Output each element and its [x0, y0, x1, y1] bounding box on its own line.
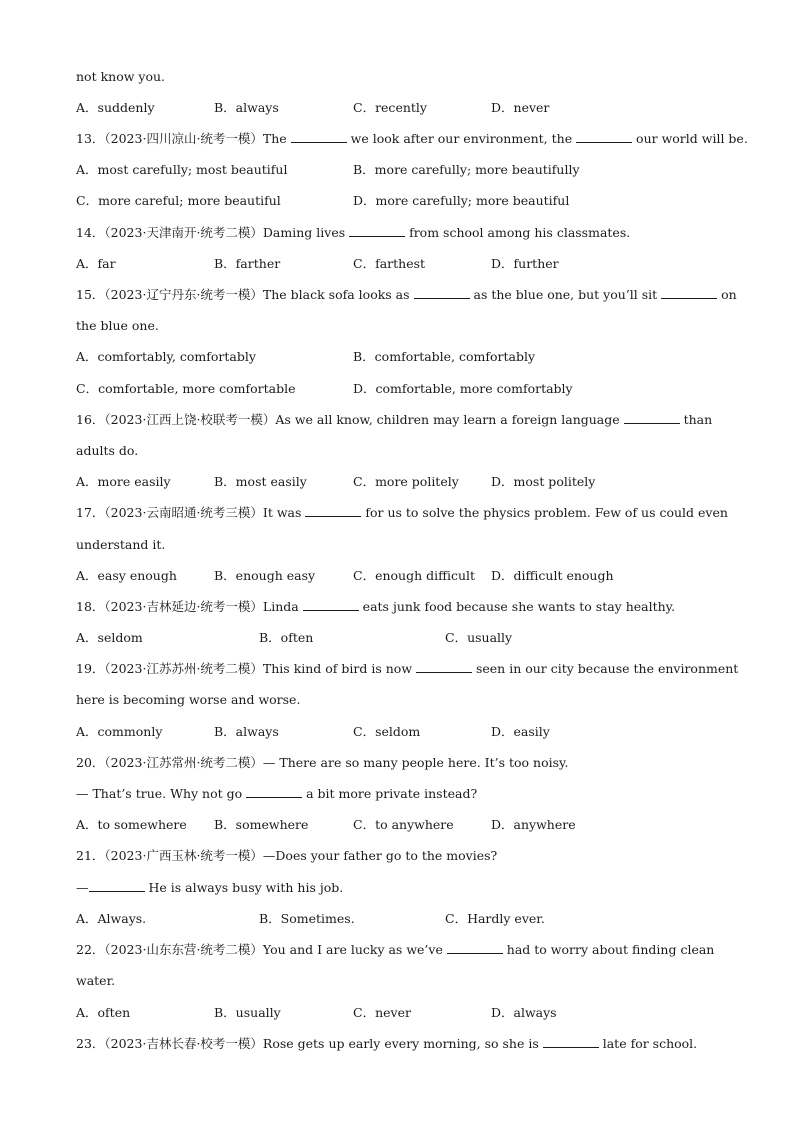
- answer-option: D．comfortable, more comfortably: [353, 381, 573, 396]
- answer-options-row: [76, 568, 716, 584]
- answer-option: B．always: [214, 100, 279, 115]
- question-text: 16．（2023·江西上饶·校联考一模）As we all know, children may learn a foreign language: [76, 412, 624, 427]
- answer-blank: [447, 942, 503, 954]
- question-text-line: [76, 69, 165, 85]
- answer-blank: [416, 661, 472, 673]
- question-text: 14．（2023·天津南开·统考二模）Daming lives: [76, 225, 350, 240]
- question-text: — That’s true. Why not go: [76, 786, 247, 801]
- answer-option: C．recently: [353, 100, 427, 115]
- question-text: the blue one.: [76, 318, 159, 333]
- answer-option: D．more carefully; more beautiful: [353, 193, 570, 208]
- answer-option: B．often: [259, 630, 314, 645]
- question-text: He is always busy with his job.: [144, 880, 344, 895]
- question-stem: [76, 225, 630, 241]
- answer-option: A．seldom: [76, 630, 143, 645]
- answer-option: C．usually: [445, 630, 513, 645]
- question-text: seen in our city because the environment: [472, 661, 739, 676]
- question-stem: [76, 786, 477, 802]
- question-text: a bit more private instead?: [302, 786, 478, 801]
- question-stem: [76, 942, 714, 958]
- answer-option: A．suddenly: [76, 100, 155, 115]
- answer-option: C．never: [353, 1005, 411, 1020]
- answer-option: C．enough difficult: [353, 568, 476, 583]
- question-text-line: [76, 755, 568, 771]
- answer-option: A．Always.: [76, 911, 147, 926]
- question-text: our world will be.: [632, 131, 748, 146]
- question-text-line: [76, 443, 138, 459]
- answer-option: B．Sometimes.: [259, 911, 355, 926]
- answer-option: D．difficult enough: [491, 568, 614, 583]
- answer-blank: [89, 880, 145, 892]
- question-text: adults do.: [76, 443, 139, 458]
- answer-option: C．Hardly ever.: [445, 911, 545, 926]
- question-text: for us to solve the physics problem. Few of us could even: [361, 505, 728, 520]
- answer-option: A．often: [76, 1005, 131, 1020]
- answer-blank: [303, 599, 359, 611]
- question-text-line: [76, 973, 115, 989]
- question-text: had to worry about finding clean: [502, 942, 715, 957]
- answer-option: A．to somewhere: [76, 817, 187, 832]
- answer-blank: [414, 287, 470, 299]
- question-text: 17．（2023·云南昭通·统考三模）It was: [76, 505, 306, 520]
- answer-options-row: [76, 817, 716, 833]
- answer-option: D．never: [491, 100, 550, 115]
- question-stem: [76, 131, 748, 147]
- answer-option: D．always: [491, 1005, 557, 1020]
- answer-options-row: [76, 724, 716, 740]
- answer-blank: [349, 225, 405, 237]
- answer-options-row: [76, 162, 716, 178]
- answer-option: C．more careful; more beautiful: [76, 193, 281, 208]
- question-stem: [76, 412, 712, 428]
- question-text: water.: [76, 973, 116, 988]
- answer-option: C．farthest: [353, 256, 426, 271]
- question-text: 21．（2023·广西玉林·统考一模）—Does your father go to the movies?: [76, 848, 498, 863]
- question-text: we look after our environment, the: [346, 131, 577, 146]
- question-stem: [76, 287, 737, 303]
- answer-options-row: [76, 474, 716, 490]
- answer-options-row: [76, 349, 716, 365]
- answer-option: B．enough easy: [214, 568, 316, 583]
- question-text: 15．（2023·辽宁丹东·统考一模）The black sofa looks as: [76, 287, 414, 302]
- answer-blank: [246, 786, 302, 798]
- question-stem: [76, 1036, 697, 1052]
- question-text: 19．（2023·江苏苏州·统考二模）This kind of bird is now: [76, 661, 416, 676]
- question-stem: [76, 505, 728, 521]
- question-text: here is becoming worse and worse.: [76, 692, 301, 707]
- question-text-line: [76, 692, 300, 708]
- question-stem: [76, 880, 343, 896]
- answer-option: D．further: [491, 256, 559, 271]
- answer-blank: [661, 287, 717, 299]
- answer-option: B．somewhere: [214, 817, 309, 832]
- answer-option: B．farther: [214, 256, 281, 271]
- question-text: late for school.: [598, 1036, 698, 1051]
- answer-option: A．comfortably, comfortably: [76, 349, 256, 364]
- answer-blank: [291, 131, 347, 143]
- question-text: 20．（2023·江苏常州·统考二模）— There are so many people here. It’s too noisy.: [76, 755, 569, 770]
- answer-options-row: [76, 256, 716, 272]
- answer-options-row: [76, 100, 716, 116]
- question-text: 13．（2023·四川凉山·统考一模）The: [76, 131, 291, 146]
- question-text: from school among his classmates.: [405, 225, 631, 240]
- answer-option: C．seldom: [353, 724, 421, 739]
- question-stem: [76, 661, 738, 677]
- answer-option: A．more easily: [76, 474, 171, 489]
- question-text: as the blue one, but you’ll sit: [469, 287, 662, 302]
- answer-options-row: [76, 630, 716, 646]
- answer-option: B．more carefully; more beautifully: [353, 162, 580, 177]
- answer-option: C．comfortable, more comfortable: [76, 381, 296, 396]
- answer-options-row: [76, 381, 716, 397]
- answer-blank: [305, 505, 361, 517]
- answer-blank: [576, 131, 632, 143]
- answer-option: A．easy enough: [76, 568, 177, 583]
- question-text-line: [76, 848, 497, 864]
- answer-options-row: [76, 911, 716, 927]
- question-text: eats junk food because she wants to stay healthy.: [358, 599, 676, 614]
- answer-option: D．easily: [491, 724, 550, 739]
- question-text: not know you.: [76, 69, 166, 84]
- answer-option: C．to anywhere: [353, 817, 454, 832]
- answer-option: A．commonly: [76, 724, 163, 739]
- question-text: —: [76, 880, 89, 895]
- answer-option: D．most politely: [491, 474, 596, 489]
- answer-option: B．comfortable, comfortably: [353, 349, 536, 364]
- question-text: 18．（2023·吉林延边·统考一模）Linda: [76, 599, 303, 614]
- question-text-line: [76, 537, 165, 553]
- question-text: 23．（2023·吉林长春·校考一模）Rose gets up early every morning, so she is: [76, 1036, 543, 1051]
- answer-options-row: [76, 1005, 716, 1021]
- answer-option: B．usually: [214, 1005, 281, 1020]
- answer-option: B．most easily: [214, 474, 307, 489]
- question-text-line: [76, 318, 159, 334]
- answer-option: A．far: [76, 256, 116, 271]
- answer-blank: [624, 412, 680, 424]
- answer-options-row: [76, 193, 716, 209]
- question-text: on: [717, 287, 737, 302]
- answer-option: D．anywhere: [491, 817, 576, 832]
- answer-option: C．more politely: [353, 474, 459, 489]
- question-text: than: [679, 412, 713, 427]
- question-stem: [76, 599, 675, 615]
- answer-blank: [543, 1036, 599, 1048]
- answer-option: B．always: [214, 724, 279, 739]
- question-text: understand it.: [76, 537, 166, 552]
- answer-option: A．most carefully; most beautiful: [76, 162, 288, 177]
- question-text: 22．（2023·山东东营·统考二模）You and I are lucky as we’ve: [76, 942, 447, 957]
